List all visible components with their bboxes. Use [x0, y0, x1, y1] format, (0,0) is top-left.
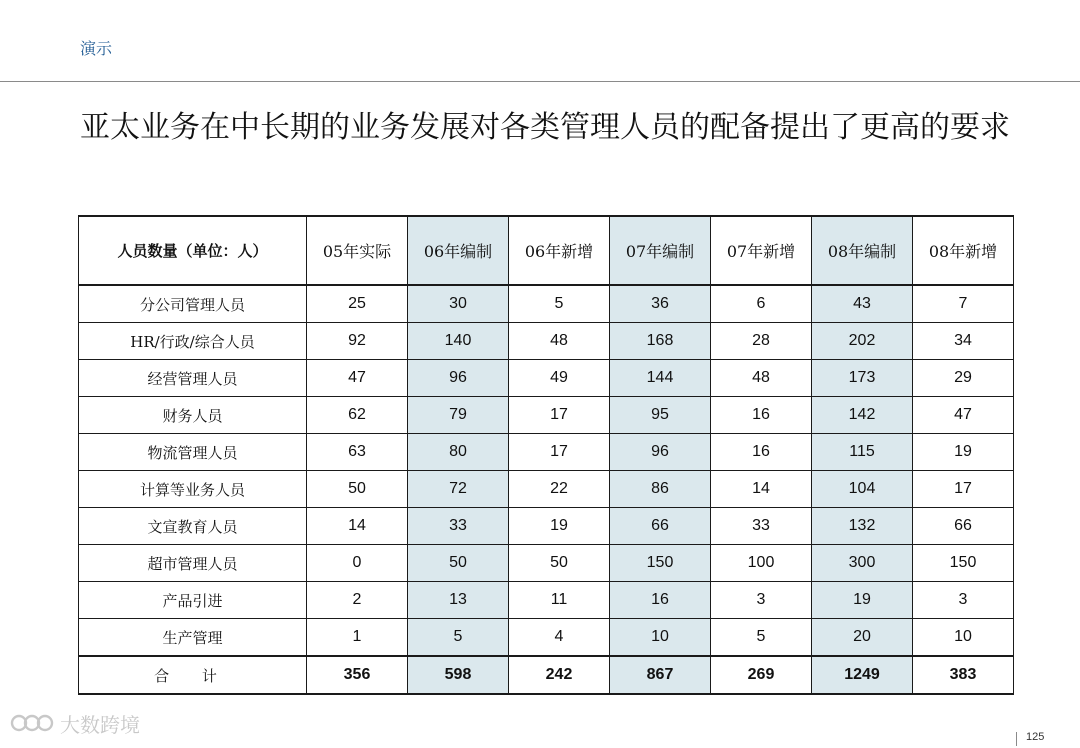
table-cell: 33: [408, 508, 509, 545]
table-cell: 11: [509, 582, 610, 619]
table-cell: 115: [812, 434, 913, 471]
table-cell: 168: [610, 323, 711, 360]
table-cell: 80: [408, 434, 509, 471]
table-row: [79, 434, 1014, 471]
table-cell: 49: [509, 360, 610, 397]
table-cell: 50: [509, 545, 610, 582]
table-cell: 48: [509, 323, 610, 360]
table-cell: 16: [711, 434, 812, 471]
table-cell: 66: [610, 508, 711, 545]
table-cell: 22: [509, 471, 610, 508]
table-cell: 150: [913, 545, 1014, 582]
table-row: [79, 285, 1014, 323]
table-cell: 50: [408, 545, 509, 582]
table-cell: 5: [509, 285, 610, 323]
table-cell: 14: [711, 471, 812, 508]
row-label: 经营管理人员: [79, 360, 307, 397]
total-cell: 867: [610, 656, 711, 694]
table-cell: 202: [812, 323, 913, 360]
table-cell: 29: [913, 360, 1014, 397]
table-cell: 63: [307, 434, 408, 471]
total-cell: 356: [307, 656, 408, 694]
table-cell: 1: [307, 619, 408, 657]
table-cell: 30: [408, 285, 509, 323]
row-label: 超市管理人员: [79, 545, 307, 582]
table-cell: 34: [913, 323, 1014, 360]
total-cell: 383: [913, 656, 1014, 694]
table-cell: 100: [711, 545, 812, 582]
table-cell: 96: [610, 434, 711, 471]
table-cell: 132: [812, 508, 913, 545]
row-label: 计算等业务人员: [79, 471, 307, 508]
watermark: [10, 708, 140, 738]
table-row: [79, 360, 1014, 397]
total-cell: 598: [408, 656, 509, 694]
row-label: 分公司管理人员: [79, 285, 307, 323]
table-cell: 62: [307, 397, 408, 434]
table-cell: 28: [711, 323, 812, 360]
table-cell: 5: [711, 619, 812, 657]
column-header: 08年新增: [913, 216, 1014, 285]
table-cell: 47: [307, 360, 408, 397]
table-cell: 173: [812, 360, 913, 397]
table-row: [79, 508, 1014, 545]
table-cell: 144: [610, 360, 711, 397]
column-header: 08年编制: [812, 216, 913, 285]
table-cell: 19: [509, 508, 610, 545]
column-header: 人员数量（单位：人）: [79, 216, 307, 285]
table-cell: 20: [812, 619, 913, 657]
column-header: 05年实际: [307, 216, 408, 285]
table-row: [79, 323, 1014, 360]
row-label: 产品引进: [79, 582, 307, 619]
table-cell: 2: [307, 582, 408, 619]
table-row: [79, 582, 1014, 619]
table-cell: 72: [408, 471, 509, 508]
table-cell: 19: [913, 434, 1014, 471]
table-row: [79, 471, 1014, 508]
table-cell: 86: [610, 471, 711, 508]
row-label: 物流管理人员: [79, 434, 307, 471]
table-header-row: [79, 216, 1014, 285]
table-cell: 17: [509, 397, 610, 434]
row-label: HR/行政/综合人员: [79, 323, 307, 360]
table-cell: 19: [812, 582, 913, 619]
table-cell: 6: [711, 285, 812, 323]
watermark-text: 大数跨境: [60, 712, 140, 737]
table-cell: 66: [913, 508, 1014, 545]
table-row: [79, 619, 1014, 657]
table-cell: 142: [812, 397, 913, 434]
table-cell: 0: [307, 545, 408, 582]
table-cell: 95: [610, 397, 711, 434]
header-divider: [0, 81, 1080, 82]
table-cell: 92: [307, 323, 408, 360]
table-row: [79, 397, 1014, 434]
table-cell: 5: [408, 619, 509, 657]
total-row: [79, 656, 1014, 694]
table-cell: 43: [812, 285, 913, 323]
column-header: 06年编制: [408, 216, 509, 285]
table-cell: 47: [913, 397, 1014, 434]
footer-divider: [1016, 732, 1017, 746]
slide-title: 亚太业务在中长期的业务发展对各类管理人员的配备提出了更高的要求: [80, 110, 1010, 145]
table-cell: 17: [509, 434, 610, 471]
column-header: 07年新增: [711, 216, 812, 285]
staffing-table: [78, 215, 1014, 695]
table-cell: 140: [408, 323, 509, 360]
table-cell: 36: [610, 285, 711, 323]
table-cell: 4: [509, 619, 610, 657]
table-cell: 17: [913, 471, 1014, 508]
table-cell: 48: [711, 360, 812, 397]
table-cell: 3: [711, 582, 812, 619]
table-cell: 7: [913, 285, 1014, 323]
table-cell: 10: [913, 619, 1014, 657]
table-cell: 13: [408, 582, 509, 619]
total-label: 合 计: [79, 656, 307, 694]
table-cell: 150: [610, 545, 711, 582]
table-cell: 300: [812, 545, 913, 582]
table-cell: 14: [307, 508, 408, 545]
table-cell: 16: [711, 397, 812, 434]
table-cell: 33: [711, 508, 812, 545]
table-cell: 25: [307, 285, 408, 323]
table-cell: 96: [408, 360, 509, 397]
table-cell: 16: [610, 582, 711, 619]
row-label: 生产管理: [79, 619, 307, 657]
table-cell: 104: [812, 471, 913, 508]
table-cell: 10: [610, 619, 711, 657]
table-cell: 50: [307, 471, 408, 508]
total-cell: 242: [509, 656, 610, 694]
total-cell: 269: [711, 656, 812, 694]
column-header: 06年新增: [509, 216, 610, 285]
table-cell: 3: [913, 582, 1014, 619]
row-label: 文宣教育人员: [79, 508, 307, 545]
table-row: [79, 545, 1014, 582]
page-number: 125: [1026, 731, 1045, 743]
table-cell: 79: [408, 397, 509, 434]
row-label: 财务人员: [79, 397, 307, 434]
logo-icon: [10, 708, 54, 738]
total-cell: 1249: [812, 656, 913, 694]
section-label: 演示: [80, 39, 113, 58]
column-header: 07年编制: [610, 216, 711, 285]
